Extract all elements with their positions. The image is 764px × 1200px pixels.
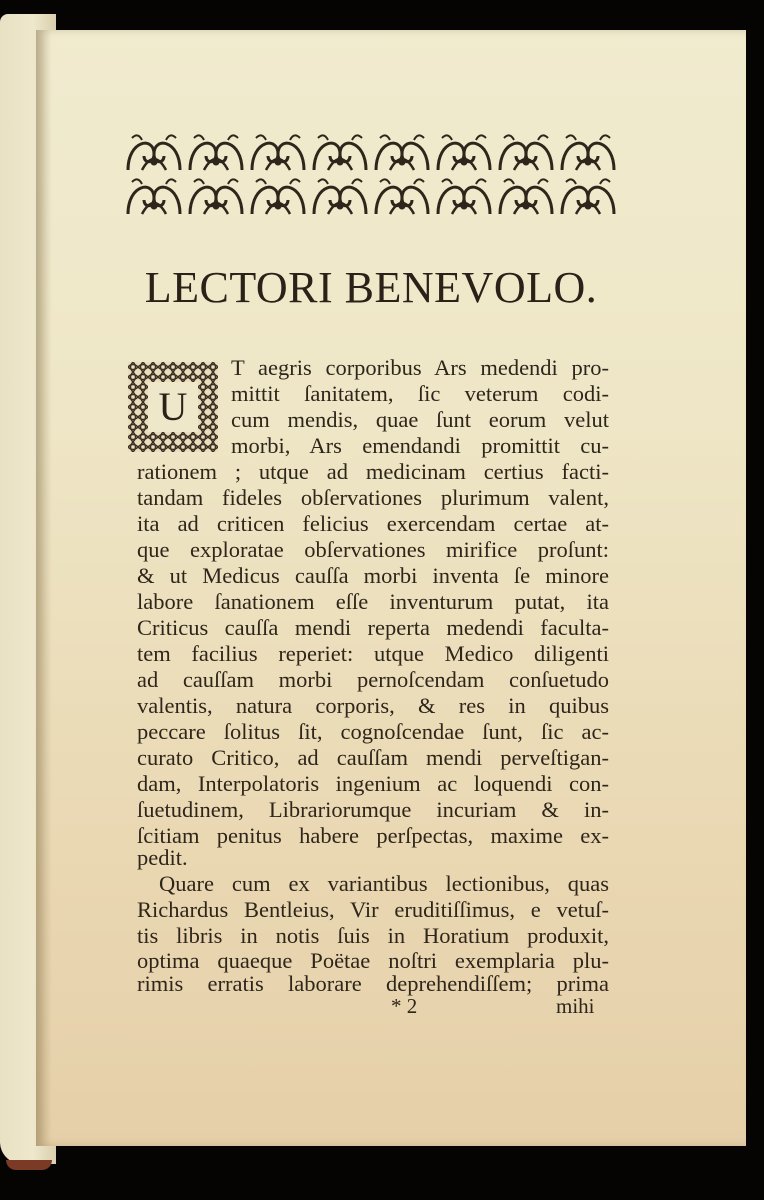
- text-line: rimis erratis laborare deprehendiſſem; prima: [137, 971, 609, 996]
- text-line: curato Critico, ad cauſſam mendi perveſtigan-: [137, 745, 609, 770]
- page-gutter-shadow: [36, 30, 52, 1146]
- text-line: dam, Interpolatoris ingenium ac loquendi con-: [137, 771, 609, 796]
- text-line: mittit ſanitatem, ſic veterum codi-: [231, 381, 609, 406]
- text-line: ſuetudinem, Librariorumque incuriam & in-: [137, 797, 609, 822]
- text-line: T aegris corporibus Ars medendi pro-: [231, 355, 609, 380]
- text-line: & ut Medicus cauſſa morbi inventa ſe minore: [137, 563, 609, 588]
- text-line: ita ad criticen felicius exercendam certae at-: [137, 511, 609, 536]
- text-line: ſcitiam penitus habere perſpectas, maxime ex-: [137, 823, 609, 848]
- text-line: pedit.: [137, 845, 188, 870]
- text-line: peccare ſolitus ſit, cognoſcendae ſunt, ſic ac-: [137, 719, 609, 744]
- book-page: [36, 30, 746, 1146]
- headpiece-row-1: [128, 135, 614, 170]
- red-page-edge: [6, 1160, 52, 1170]
- text-line: que exploratae obſervationes mirifice proſunt:: [137, 537, 609, 562]
- text-line: tandam fideles obſervationes plurimum valent,: [137, 485, 609, 510]
- catchword: mihi: [556, 994, 595, 1018]
- text-line: optima quaeque Poëtae noſtri exemplaria plu-: [137, 948, 609, 973]
- text-line: valentis, natura corporis, & res in quibus: [137, 693, 609, 718]
- text-line: Richardus Bentleius, Vir eruditiſſimus, e vetuſ-: [137, 897, 609, 922]
- text-line: tis libris in notis ſuis in Horatium produxit,: [137, 923, 609, 948]
- ornamental-headpiece: [124, 128, 624, 218]
- text-line: labore ſanationem eſſe inventurum putat, ita: [137, 589, 609, 614]
- headpiece-row-2: [128, 179, 614, 214]
- text-line: tem facilius reperiet: utque Medico diligenti: [137, 641, 609, 666]
- text-line: Criticus cauſſa mendi reperta medendi faculta-: [137, 615, 609, 640]
- text-line: Quare cum ex variantibus lectionibus, quas: [159, 871, 609, 896]
- text-line: rationem ; utque ad medicinam certius facti-: [137, 459, 609, 484]
- signature-mark: * 2: [391, 994, 418, 1018]
- decorated-initial: [128, 362, 218, 452]
- text-line: morbi, Ars emendandi promittit cu-: [231, 433, 609, 458]
- text-line: ad cauſſam morbi pernoſcendam conſuetudo: [137, 667, 609, 692]
- initial-letter: U: [158, 384, 188, 429]
- text-line: cum mendis, quae ſunt eorum velut: [231, 407, 609, 432]
- page-title: LECTORI BENEVOLO.: [144, 263, 598, 312]
